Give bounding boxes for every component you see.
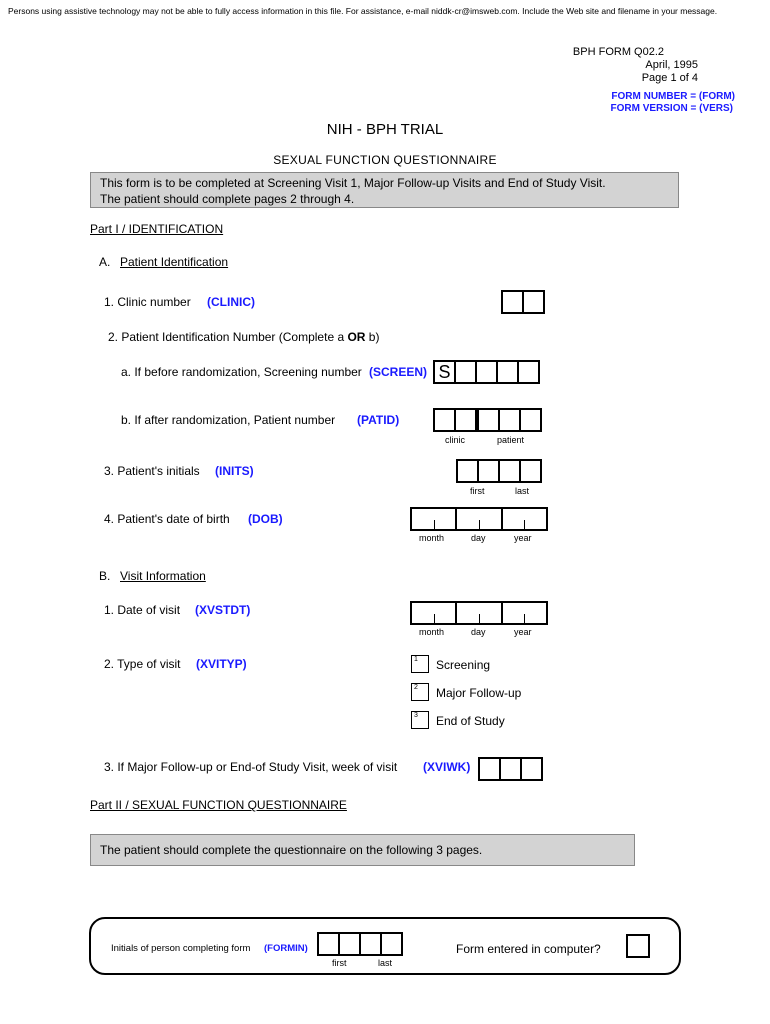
input-cell[interactable]	[499, 757, 522, 781]
input-cell[interactable]	[496, 360, 519, 384]
day-sublabel: day	[471, 533, 486, 543]
input-cell[interactable]	[317, 932, 340, 956]
patient-id-label	[108, 330, 379, 344]
last-sublabel: last	[515, 486, 530, 496]
clinic-sublabel: clinic	[445, 435, 466, 445]
completer-initials-input[interactable]	[317, 932, 403, 956]
patient-id-label-pre: 2. Patient Identification Number (Complete a	[108, 330, 348, 344]
end-of-study-option-label: End of Study	[436, 714, 505, 728]
visit-type-label: 2. Type of visit	[104, 657, 181, 671]
input-cell[interactable]	[456, 459, 479, 483]
option-number: 2	[414, 684, 418, 691]
input-cell[interactable]	[498, 408, 521, 432]
day-sublabel: day	[471, 627, 486, 637]
visit-date-input[interactable]	[410, 601, 548, 625]
visit-day-field[interactable]	[457, 603, 502, 623]
input-cell[interactable]	[501, 290, 524, 314]
week-of-visit-input[interactable]	[478, 757, 543, 781]
patient-id-label-post: b)	[365, 330, 380, 344]
input-cell[interactable]	[477, 408, 500, 432]
visit-year-field[interactable]	[503, 603, 546, 623]
clinic-number-label: 1. Clinic number	[104, 295, 191, 309]
page-subtitle: SEXUAL FUNCTION QUESTIONNAIRE	[273, 153, 497, 167]
formin-code: (FORMIN)	[264, 943, 308, 954]
section-a-letter: A.	[99, 255, 111, 269]
screening-option-label: Screening	[436, 658, 491, 672]
dob-code: (DOB)	[248, 512, 283, 526]
end-of-study-checkbox[interactable]	[411, 711, 429, 729]
section-b-letter: B.	[99, 569, 111, 583]
dob-label: 4. Patient's date of birth	[104, 512, 230, 526]
accessibility-notice: Persons using assistive technology may not be able to fully access information in this file. For assistance, e-mail niddk-cr@imsweb.com. Include the Web site and filename in your message.	[8, 6, 718, 16]
visit-date-label: 1. Date of visit	[104, 603, 181, 617]
input-cell[interactable]	[519, 408, 542, 432]
instructions-line1: This form is to be completed at Screening Visit 1, Major Follow-up Visits and End of Study Visit.	[100, 176, 606, 190]
first-sublabel: first	[470, 486, 485, 496]
xvityp-code: (XVITYP)	[196, 657, 247, 671]
instructions-box	[90, 172, 679, 208]
patient-number-label: b. If after randomization, Patient number	[121, 413, 336, 427]
option-number: 3	[414, 712, 418, 719]
screening-number-input[interactable]	[433, 360, 540, 384]
part2-note-box	[90, 834, 635, 866]
input-cell[interactable]	[454, 360, 477, 384]
section-b-title: Visit Information	[120, 569, 206, 583]
first-sublabel: first	[332, 958, 347, 968]
screening-checkbox[interactable]	[411, 655, 429, 673]
dob-input[interactable]	[410, 507, 548, 531]
screening-number-label: a. If before randomization, Screening number	[121, 365, 362, 379]
option-number: 1	[414, 656, 418, 663]
dob-day-field[interactable]	[457, 509, 502, 529]
dob-month-field[interactable]	[412, 509, 457, 529]
input-cell[interactable]	[475, 360, 498, 384]
section-a-title: Patient Identification	[120, 255, 229, 269]
initials-completing-label: Initials of person completing form	[111, 943, 251, 954]
form-id: BPH FORM Q02.2	[572, 46, 664, 58]
major-followup-option-label: Major Follow-up	[436, 686, 522, 700]
entered-in-computer-checkbox[interactable]	[626, 934, 650, 958]
part2-note: The patient should complete the questionnaire on the following 3 pages.	[100, 843, 483, 857]
input-cell[interactable]	[520, 757, 543, 781]
clinic-number-input[interactable]	[501, 290, 545, 314]
form-date: April, 1995	[645, 59, 698, 71]
screening-prefix-cell: S	[433, 360, 456, 384]
dob-year-field[interactable]	[503, 509, 546, 529]
patient-id-or: OR	[347, 330, 366, 344]
input-cell[interactable]	[517, 360, 540, 384]
patient-number-input[interactable]	[433, 408, 542, 432]
entered-in-computer-label: Form entered in computer?	[456, 942, 601, 956]
input-cell[interactable]	[454, 408, 477, 432]
inits-code: (INITS)	[215, 464, 254, 478]
page-title: NIH - BPH TRIAL	[326, 121, 444, 138]
input-cell[interactable]	[522, 290, 545, 314]
form-version: FORM VERSION = (VERS)	[610, 103, 733, 114]
patient-initials-input[interactable]	[456, 459, 542, 483]
patid-code: (PATID)	[357, 413, 400, 427]
clinic-code: (CLINIC)	[207, 295, 255, 309]
xviwk-code: (XVIWK)	[423, 760, 471, 774]
major-followup-checkbox[interactable]	[411, 683, 429, 701]
input-cell[interactable]	[478, 757, 501, 781]
input-cell[interactable]	[477, 459, 500, 483]
xvstdt-code: (XVSTDT)	[195, 603, 251, 617]
input-cell[interactable]	[433, 408, 456, 432]
year-sublabel: year	[514, 533, 532, 543]
week-of-visit-label: 3. If Major Follow-up or End-of Study Visit, week of visit	[104, 760, 398, 774]
form-number: FORM NUMBER = (FORM)	[611, 91, 735, 102]
part1-title: Part I / IDENTIFICATION	[90, 222, 224, 236]
month-sublabel: month	[419, 533, 445, 543]
screen-code: (SCREEN)	[369, 365, 428, 379]
initials-label: 3. Patient's initials	[104, 464, 200, 478]
visit-month-field[interactable]	[412, 603, 457, 623]
page-number: Page 1 of 4	[641, 72, 698, 84]
part2-title: Part II / SEXUAL FUNCTION QUESTIONNAIRE	[90, 798, 347, 812]
last-sublabel: last	[378, 958, 393, 968]
input-cell[interactable]	[380, 932, 403, 956]
month-sublabel: month	[419, 627, 445, 637]
year-sublabel: year	[514, 627, 532, 637]
instructions-line2: The patient should complete pages 2 through 4.	[100, 192, 355, 206]
input-cell[interactable]	[498, 459, 521, 483]
input-cell[interactable]	[519, 459, 542, 483]
patient-sublabel: patient	[497, 435, 525, 445]
input-cell[interactable]	[338, 932, 361, 956]
input-cell[interactable]	[359, 932, 382, 956]
